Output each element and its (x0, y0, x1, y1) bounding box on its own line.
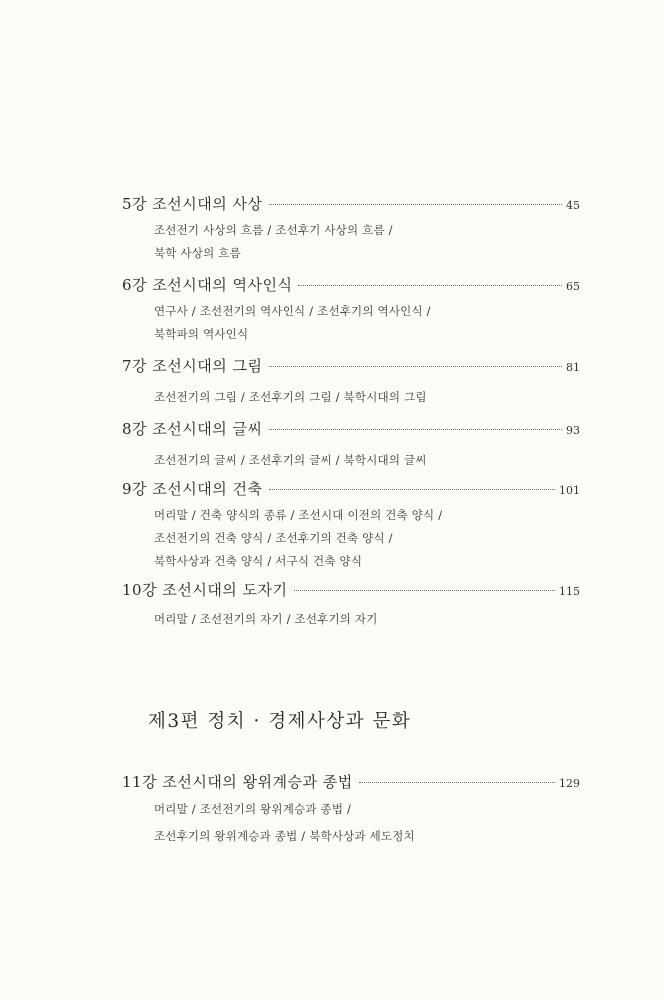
chapter-title: 11강 조선시대의 왕위계승과 종법 (122, 773, 353, 791)
dot-leader (298, 285, 562, 286)
chapter-title: 8강 조선시대의 글씨 (122, 420, 263, 438)
toc-entry-ch5 (122, 193, 580, 265)
subsection-line: 조선전기의 글씨 / 조선후기의 글씨 / 북학시대의 글씨 (154, 453, 427, 467)
subsection-line: 머리말 / 조선전기의 왕위계승과 종법 / (154, 802, 352, 816)
subsection-line: 머리말 / 조선전기의 자기 / 조선후기의 자기 (154, 612, 378, 626)
toc-entry-line[interactable] (122, 355, 580, 381)
page-number: 101 (559, 484, 580, 497)
subsection-line: 머리말 / 건축 양식의 종류 / 조선시대 이전의 건축 양식 / (154, 508, 443, 522)
toc-entry-ch10 (122, 579, 580, 631)
toc-entry-ch7 (122, 355, 580, 409)
page-number: 45 (566, 199, 580, 212)
dot-leader (269, 366, 562, 367)
subsection-line: 조선후기의 왕위계승과 종법 / 북학사상과 세도정치 (154, 829, 415, 843)
chapter-title: 10강 조선시대의 도자기 (122, 581, 288, 599)
toc-entry-line[interactable] (122, 478, 580, 504)
dot-leader (269, 429, 562, 430)
page-number: 93 (566, 424, 580, 437)
toc-entry-line[interactable] (122, 418, 580, 444)
toc-entry-line[interactable] (122, 579, 580, 605)
subsection-line: 조선전기의 그림 / 조선후기의 그림 / 북학시대의 그림 (154, 390, 427, 404)
subsection-line: 조선전기 사상의 흐름 / 조선후기 사상의 흐름 / (154, 223, 393, 237)
page-number: 65 (566, 280, 580, 293)
subsection-line: 북학사상과 건축 양식 / 서구식 건축 양식 (154, 554, 363, 568)
toc-entry-line[interactable] (122, 193, 580, 219)
dot-leader (269, 489, 555, 490)
subsection-line: 조선전기의 건축 양식 / 조선후기의 건축 양식 / (154, 531, 393, 545)
subsection-line: 북학파의 역사인식 (154, 327, 249, 341)
toc-entry-line[interactable] (122, 274, 580, 300)
toc-entry-line[interactable] (122, 771, 580, 797)
subsection-line: 연구사 / 조선전기의 역사인식 / 조선후기의 역사인식 / (154, 304, 431, 318)
toc-entry-ch8 (122, 418, 580, 472)
chapter-title: 9강 조선시대의 건축 (122, 480, 263, 498)
dot-leader (269, 204, 562, 205)
chapter-title: 6강 조선시대의 역사인식 (122, 276, 293, 294)
dot-leader (294, 590, 555, 591)
toc-entry-ch11 (122, 771, 580, 848)
chapter-title: 7강 조선시대의 그림 (122, 357, 263, 375)
page-number: 115 (559, 585, 580, 598)
toc-entry-ch6 (122, 274, 580, 346)
dot-leader (359, 782, 555, 783)
chapter-title: 5강 조선시대의 사상 (122, 195, 263, 213)
toc-entry-ch9 (122, 478, 580, 573)
page-number: 81 (566, 361, 580, 374)
subsection-line: 북학 사상의 흐름 (154, 246, 241, 260)
part-title: 제3편 정치 · 경제사상과 문화 (148, 711, 412, 732)
page-number: 129 (559, 777, 580, 790)
